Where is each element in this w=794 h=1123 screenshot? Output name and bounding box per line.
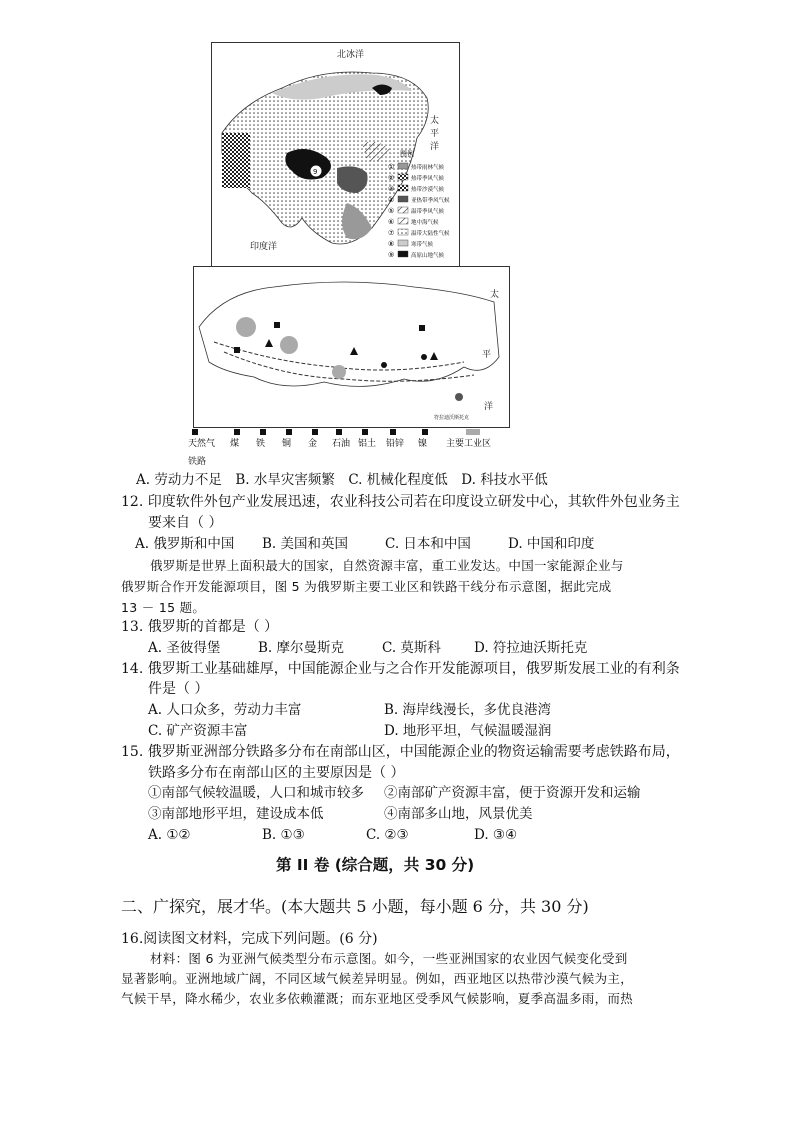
legend-number: ② [388, 174, 395, 182]
map2-legend-symbol [390, 429, 396, 435]
legend-label: 寒带气候 [411, 242, 434, 248]
q15-statement-3: ③南部地形平坦，建设成本低 [148, 806, 324, 822]
desert-zone [222, 133, 250, 188]
q14-option-b[interactable]: B. 海岸线漫长，多优良港湾 [384, 702, 552, 718]
q15-option-a[interactable]: A. ①② [148, 827, 191, 843]
map2-legend-symbol [286, 429, 292, 435]
russia-industry-map [193, 266, 510, 428]
map2-legend-symbol [336, 429, 342, 435]
q15-statement-4: ④南部多山地，风景优美 [384, 806, 533, 822]
q13-stem: 13. 俄罗斯的首都是（ ） [121, 619, 279, 635]
material-1-line-1: 俄罗斯是世界上面积最大的国家，自然资源丰富，重工业发达。中国一家能源企业与 [150, 558, 624, 573]
russia-industry-map-svg [194, 267, 509, 427]
asia-climate-map [211, 42, 460, 271]
russia-map-legend [186, 426, 516, 466]
svg-text:洋: 洋 [430, 142, 440, 152]
map2-legend-label: 铅锌 [386, 439, 405, 449]
map2-legend-label: 煤 [230, 439, 240, 449]
material-2-line-3: 气候干旱，降水稀少，农业多依赖灌溉；而东亚地区受季风气候影响，夏季高温多雨，而热 [121, 991, 634, 1006]
material-1-line-3: 13 － 15 题。 [121, 600, 206, 615]
q15-stem-cont: 铁路多分布在南部山区的主要原因是（ ） [148, 765, 405, 781]
q13-option-a[interactable]: A. 圣彼得堡 [148, 640, 221, 656]
q12-option-b[interactable]: B. 美国和英国 [262, 536, 349, 552]
map2-legend-label: 铁 [256, 439, 266, 449]
svg-text:太: 太 [490, 290, 500, 300]
map2-legend-label: 铜 [282, 439, 292, 449]
legend-label: 亚热带季风气候 [411, 198, 450, 204]
material-2-line-2: 显著影响。亚洲地域广阔，不同区域气候差异明显。例如，西亚地区以热带沙漠气候为主， [121, 971, 634, 986]
q15-statement-1: ①南部气候较温暖，人口和城市较多 [148, 785, 364, 801]
svg-text:平: 平 [430, 129, 440, 139]
asia-climate-map-svg [212, 43, 459, 270]
legend-swatch [398, 174, 408, 180]
legend-swatch [398, 163, 408, 169]
q16-stem: 16.阅读图文材料，完成下列问题。(6 分) [121, 931, 378, 947]
city-label: 符拉迪沃斯托克 [434, 415, 470, 421]
legend-number: ⑥ [388, 218, 395, 226]
q15-option-b[interactable]: B. ①③ [262, 827, 305, 843]
section-2-heading: 二、广探究，展才华。(本大题共 5 小题，每小题 6 分，共 30 分) [121, 897, 589, 916]
map2-legend-symbol [312, 429, 318, 435]
map2-legend-symbol [466, 429, 480, 435]
legend-label: 热带沙漠气候 [411, 187, 445, 193]
map2-legend-symbol [362, 429, 368, 435]
legend-title: 图例 [400, 150, 414, 158]
map2-legend-label: 天然气 [188, 439, 216, 449]
q13-option-b[interactable]: B. 摩尔曼斯克 [258, 640, 345, 656]
industrial-area [236, 317, 256, 337]
railway-legend-label: 铁路 [188, 457, 207, 466]
legend-number: ⑧ [388, 240, 395, 248]
q15-stem: 15. 俄罗斯亚洲部分铁路多分布在南部山区，中国能源企业的物资运输需要考虑铁路布局， [121, 744, 680, 760]
legend-label: 热带雨林气候 [411, 165, 445, 171]
map2-legend-symbol [260, 429, 266, 435]
map2-legend-symbol [192, 429, 198, 435]
q12-option-c[interactable]: C. 日本和中国 [385, 536, 471, 552]
indian-ocean-label: 印度洋 [250, 242, 278, 252]
map2-legend-label: 金 [308, 439, 318, 449]
legend-label: 热带季风气候 [411, 176, 445, 182]
legend-swatch [398, 229, 408, 235]
q15-option-d[interactable]: D. ③④ [474, 827, 518, 843]
q14-stem: 14. 俄罗斯工业基础雄厚，中国能源企业与之合作开发能源项目，俄罗斯发展工业的有利条 [121, 661, 680, 677]
svg-text:9: 9 [313, 168, 318, 176]
legend-label: 高原山地气候 [411, 253, 445, 259]
q14-option-c[interactable]: C. 矿产资源丰富 [148, 723, 248, 739]
legend-swatch [398, 240, 408, 246]
legend-swatch [398, 218, 408, 224]
map2-legend-symbol [234, 429, 240, 435]
q14-option-d[interactable]: D. 地形平坦，气候温暖湿润 [384, 723, 552, 739]
legend-swatch [398, 185, 408, 191]
legend-number: ① [388, 163, 395, 171]
legend-number: ③ [388, 185, 395, 193]
legend-swatch [398, 251, 408, 257]
q13-option-c[interactable]: C. 莫斯科 [382, 640, 441, 656]
legend-number: ④ [388, 196, 395, 204]
legend-number: ⑤ [388, 207, 395, 215]
q12-option-a[interactable]: A. 俄罗斯和中国 [135, 536, 235, 552]
legend-number: ⑦ [388, 229, 395, 237]
map2-legend-symbol [422, 429, 428, 435]
svg-text:平: 平 [482, 350, 492, 360]
arctic-ocean-label: 北冰洋 [337, 50, 365, 60]
q12-stem: 12. 印度软件外包产业发展迅速，农业科技公司若在印度设立研发中心，其软件外包业务主 [121, 494, 680, 510]
svg-text:洋: 洋 [484, 402, 494, 412]
q11-options: A. 劳动力不足 B. 水旱灾害频繁 C. 机械化程度低 D. 科技水平低 [136, 472, 548, 488]
svg-text:太: 太 [430, 116, 440, 126]
material-2-line-1: 材料：图 6 为亚洲气候类型分布示意图。如今，一些亚洲国家的农业因气候变化受到 [150, 951, 628, 966]
map2-legend-label: 石油 [332, 439, 351, 449]
legend-swatch [398, 196, 408, 202]
q15-statement-2: ②南部矿产资源丰富，便于资源开发和运输 [384, 785, 641, 801]
legend-label: 地中海气候 [411, 220, 439, 226]
q14-option-a[interactable]: A. 人口众多，劳动力丰富 [148, 702, 302, 718]
material-1-line-2: 俄罗斯合作开发能源项目，图 5 为俄罗斯主要工业区和铁路干线分布示意图，据此完成 [121, 579, 612, 594]
q12-option-d[interactable]: D. 中国和印度 [508, 536, 595, 552]
legend-number: ⑨ [388, 251, 395, 259]
q15-option-c[interactable]: C. ②③ [366, 827, 409, 843]
legend-label: 温带季风气候 [411, 209, 445, 215]
q14-stem-cont: 件是（ ） [148, 681, 209, 697]
q13-option-d[interactable]: D. 符拉迪沃斯托克 [474, 640, 588, 656]
legend-swatch [398, 207, 408, 213]
legend-label: 温带大陆性气候 [411, 231, 450, 237]
part-2-title: 第 II 卷 (综合题，共 30 分) [276, 856, 475, 874]
map2-legend-label: 主要工业区 [446, 439, 492, 449]
map2-legend-label: 镍 [418, 439, 428, 449]
map2-legend-label: 铝土 [358, 439, 377, 449]
q12-stem-cont: 要来自（ ） [148, 515, 223, 531]
